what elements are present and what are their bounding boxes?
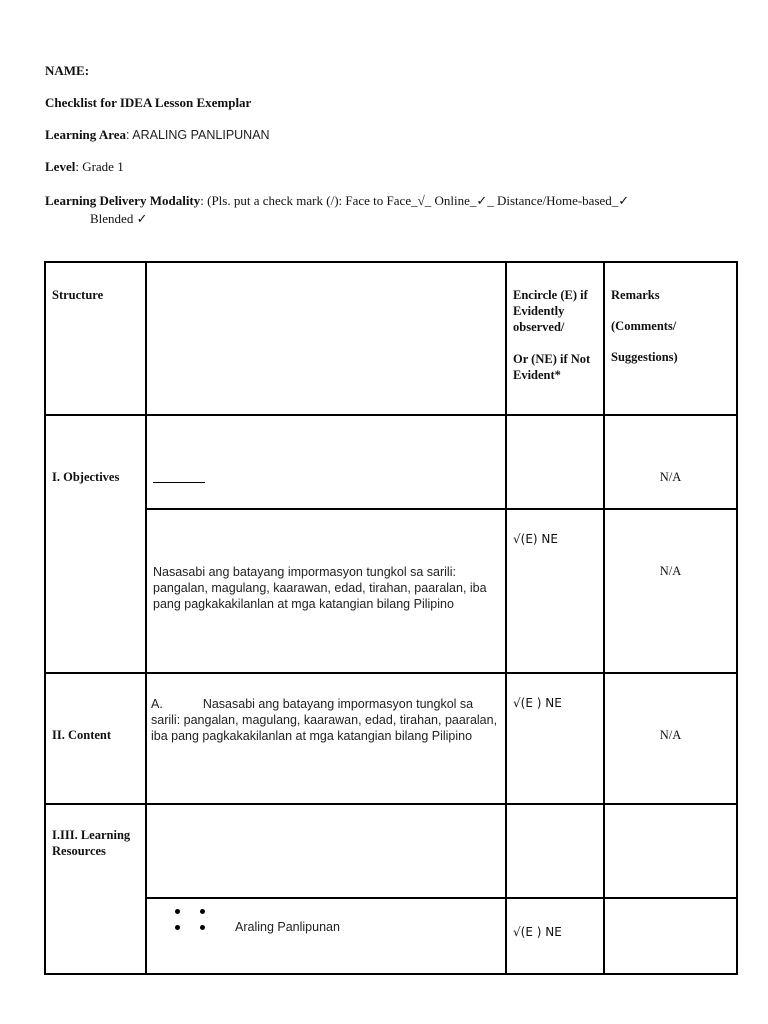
- objectives-blank-cell: [146, 415, 506, 509]
- resources-mark-cell-1: [506, 804, 604, 898]
- objectives-row-1: [45, 415, 737, 509]
- bullet-icon: [175, 925, 180, 930]
- content-remark-cell: [604, 673, 737, 804]
- not-evident-instruction: Or (NE) if Not Evident*: [513, 352, 591, 382]
- objectives-evident-mark: √(E) NE: [513, 532, 558, 546]
- header-remarks: [604, 262, 737, 415]
- checklist-table: [44, 261, 738, 975]
- content-evident-mark: √(E ) NE: [513, 696, 562, 710]
- bullet-icon: [200, 925, 205, 930]
- level-value: : Grade 1: [75, 159, 124, 174]
- modality-line: [45, 193, 629, 209]
- objectives-row-2: [45, 509, 737, 673]
- comments-label: (Comments/: [611, 319, 677, 333]
- level-label: Level: [45, 159, 76, 174]
- encircle-instruction: Encircle (E) if Evidently observed/: [513, 288, 588, 334]
- objectives-desc-cell: [146, 509, 506, 673]
- resources-row-1: [45, 804, 737, 898]
- bullet-icon: [200, 909, 205, 914]
- objectives-label-cell: [45, 415, 146, 673]
- objectives-mark-cell-1: [506, 415, 604, 509]
- objectives-remark-2: N/A: [659, 564, 682, 578]
- content-mark-cell: [506, 673, 604, 804]
- objectives-label: I. Objectives: [52, 470, 120, 484]
- header-structure: Structure: [45, 262, 146, 415]
- resources-remark-cell-1: [604, 804, 737, 898]
- objectives-remark-1: N/A: [659, 470, 682, 484]
- resources-mark-cell-2: [506, 898, 604, 974]
- resources-label-cell: [45, 804, 146, 974]
- content-desc-rest: sarili: pangalan, magulang, kaarawan, edad, tirahan, paaralan, iba pang pagkakakilanlan at mga katangian bilang Pilipino: [151, 713, 498, 743]
- objectives-description: Nasasabi ang batayang impormasyon tungkol sa sarili: pangalan, magulang, kaarawan, edad, tirahan, paaralan, iba pang pagkakakilanlan at mga katangian bilang Pilipino: [153, 565, 487, 611]
- objectives-remark-cell-2: [604, 509, 737, 673]
- objectives-mark-cell-2: [506, 509, 604, 673]
- resources-evident-mark: √(E ) NE: [513, 925, 562, 939]
- modality-options: : (Pls. put a check mark (/): Face to Face_√_ Online_✓_ Distance/Home-based_✓: [200, 193, 630, 208]
- resources-row-2: [45, 898, 737, 974]
- content-label: II. Content: [52, 728, 112, 742]
- bullet-icon: [175, 909, 180, 914]
- modality-line-2: Blended ✓: [90, 211, 148, 226]
- blank-line: [153, 470, 205, 483]
- content-desc-cell: [146, 673, 506, 804]
- resources-remark-cell-2: [604, 898, 737, 974]
- table-header-row: [45, 262, 737, 415]
- content-row: [45, 673, 737, 804]
- name-line: NAME:: [45, 63, 90, 78]
- content-label-cell: [45, 673, 146, 804]
- learning-area-value: : ARALING PANLIPUNAN: [126, 128, 270, 142]
- resources-item: Araling Panlipunan: [235, 920, 340, 934]
- document-title: Checklist for IDEA Lesson Exemplar: [45, 95, 252, 110]
- learning-area-line: [45, 127, 270, 143]
- resources-blank-cell: [146, 804, 506, 898]
- content-prefix: A.: [151, 697, 163, 711]
- remarks-label: Remarks: [611, 288, 660, 302]
- resources-label: I.III. Learning Resources: [52, 828, 131, 858]
- modality-label: Learning Delivery Modality: [45, 193, 201, 208]
- learning-area-label: Learning Area: [45, 127, 127, 142]
- content-desc-first: Nasasabi ang batayang impormasyon tungkol sa: [202, 697, 474, 711]
- header-encircle: [506, 262, 604, 415]
- content-remark: N/A: [659, 728, 682, 742]
- objectives-remark-cell-1: [604, 415, 737, 509]
- level-line: [45, 159, 124, 175]
- content-description: [147, 674, 505, 744]
- resources-item-cell: [146, 898, 506, 974]
- header-blank: [146, 262, 506, 415]
- suggestions-label: Suggestions): [611, 350, 678, 364]
